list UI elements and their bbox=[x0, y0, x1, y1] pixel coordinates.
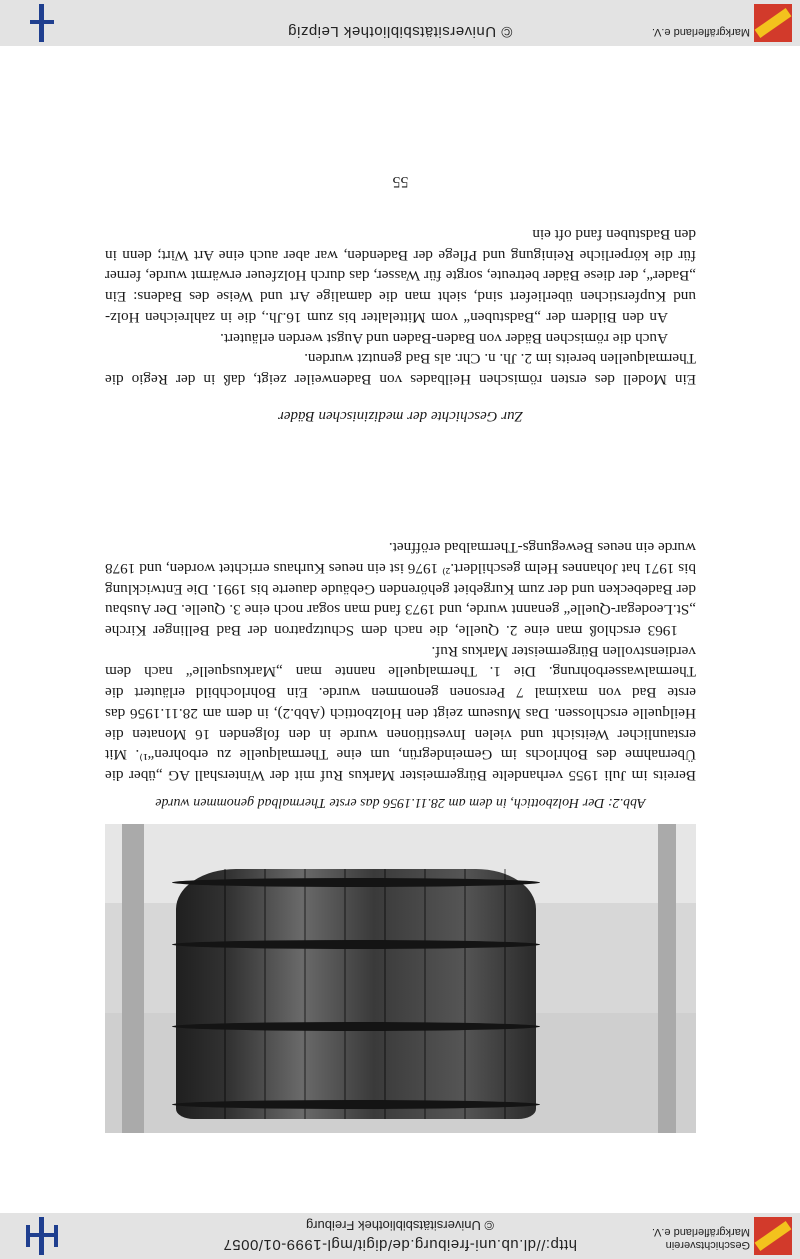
barrel-photograph bbox=[105, 824, 696, 1133]
association-name: Markgräflerland e.V. bbox=[651, 26, 750, 38]
figure-caption: Abb.2: Der Holzbottich, in dem am 28.11.1956 das erste Thermalbad genommen wurde bbox=[155, 795, 646, 810]
section-heading: Zur Geschichte der medizinischen Bäder bbox=[278, 408, 523, 424]
library-credit: © Universitätsbibliothek Freiburg bbox=[305, 1218, 495, 1233]
footer-band bbox=[0, 0, 800, 46]
association-name: Geschichtsverein Markgräflerland e.V. bbox=[651, 1226, 750, 1251]
body-paragraph-1: Bereits im Juli 1955 verhandelte Bürgermeister Markus Ruf mit der Wintershall AG „über die Übernahme des Bohrlochs im Gemeindegrün, um eine Thermalquelle zu erbohren“¹⁾. Mit erstaunlicher Weitsicht und vielen Investitionen wurde in den folgenden 16 Monaten die Heilquelle erschlossen. Das Museum zeigt den Holzbottich (Abb.2), in dem am 28.11.1956 das erste Bad von maximal 7 Personen genommen wurde. Ein Bohrlochbild erläutert die Thermalwasserbohrung. Die 1. Thermalquelle nannte man „Markusquelle“ nach dem verdienstvollen Bürgermeister Markus Ruf. 1963 erschloß man eine 2. Quelle, die nach dem Schutzpatron der Bad Bellinger Kirche „St.Leodegar-Quelle“ genannt wurde, und 1973 fand man sogar noch eine 3. Quelle. Der Ausbau der Badebecken und der zum Kurgebiet gehörenden Gebäude dauerte bis 1991. Die Entwicklung bis 1971 hat Johannes Helm geschildert.²⁾ 1976 ist ein neues Kurhaus errichtet worden, und 1978 wurde ein neues Bewegungs-Thermalbad eröffnet. bbox=[105, 539, 696, 784]
page-number: 55 bbox=[392, 173, 409, 190]
source-url[interactable]: http://dl.ub.uni-freiburg.de/digit/mgl-1999-01/0057 bbox=[222, 1236, 578, 1253]
header-band bbox=[0, 1213, 800, 1259]
body-paragraph-2: Ein Modell des ersten römischen Heilbades von Badenweiler zeigt, daß in der Regio die Thermalquellen bereits im 2. Jh. n. Chr. als Bad genutzt wurden. Auch die römischen Bäder von Baden-Baden und Augst werden erläutert. An den Bildern der „Badstuben“ vom Mittelalter bis zum 16.Jh., die in zahlreichen Holz- und Kupferstichen überliefert sind, sieht man die damalige Art und Weise des Badens: Ein „Bader“, der diese Bäder betreute, sorgte für Wasser, das durch Holzfeuer erwärmt wurde, ferner für die körperliche Reinigung und Pflege der Badenden, war aber auch eine Art Wirt; denn in den Badstuben fand oft ein bbox=[105, 226, 696, 388]
wooden-tub bbox=[176, 869, 536, 1119]
library-logo-icon bbox=[22, 4, 62, 42]
library-logo-icon bbox=[22, 1217, 62, 1255]
library-credit: © Universitätsbibliothek Leipzig bbox=[287, 23, 513, 40]
